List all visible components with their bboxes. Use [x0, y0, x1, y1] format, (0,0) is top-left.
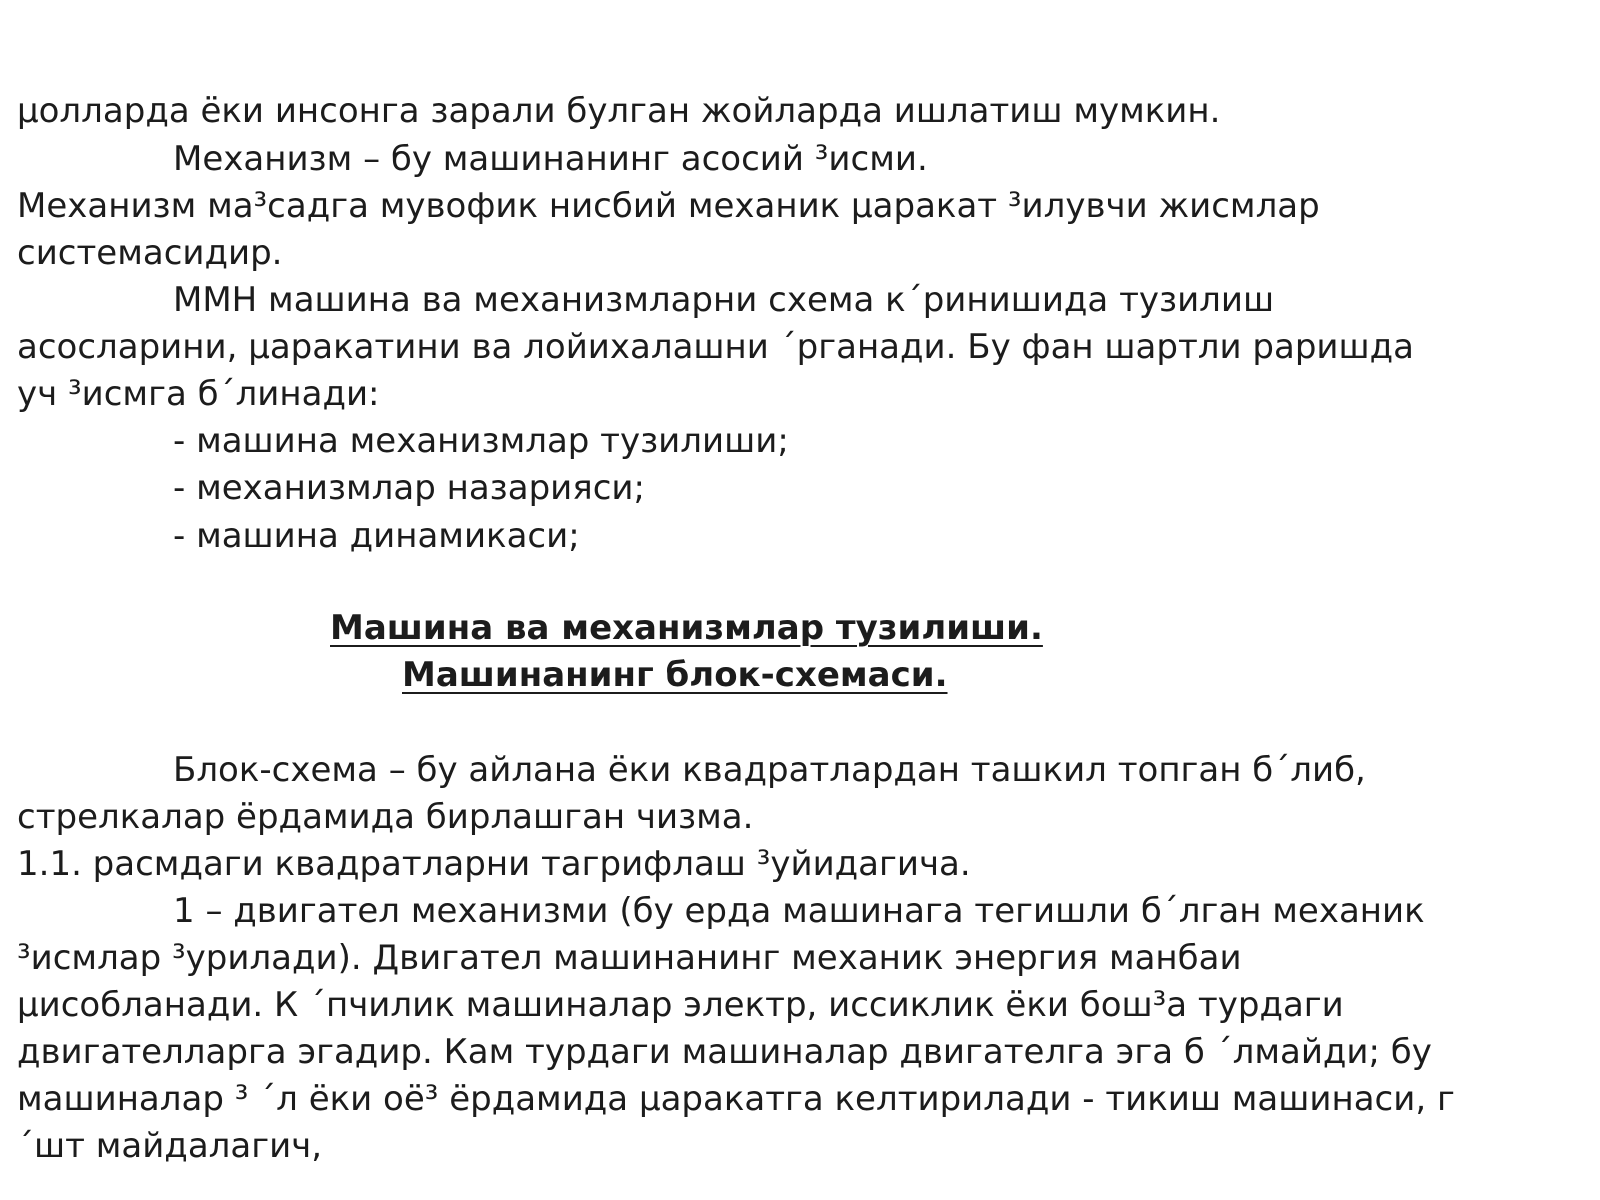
text-line: ´шт майдалагич, — [17, 1126, 323, 1166]
text-line: µолларда ёки инсонга зарали булган жойларда ишлатиш мумкин. — [17, 91, 1221, 131]
text-line: Механизм – бу машинанинг асосий ³исми. — [173, 139, 928, 179]
section-heading-line-1: Машина ва механизмлар тузилиши. — [330, 608, 1043, 648]
text-line: двигателларга эгадир. Кам турдаги машиналар двигателга эга б ´лмайди; бу — [17, 1032, 1432, 1072]
text-line: 1.1. расмдаги квадратларни тагрифлаш ³уйидагича. — [17, 844, 971, 884]
text-line: стрелкалар ёрдамида бирлашган чизма. — [17, 797, 754, 837]
text-line: машиналар ³ ´л ёки оё³ ёрдамида µаракатга келтирилади - тикиш машинаси, г — [17, 1079, 1455, 1119]
text-line: Механизм ма³садга мувофик нисбий механик µаракат ³илувчи жисмлар — [17, 186, 1320, 226]
list-item: - механизмлар назарияси; — [173, 468, 645, 508]
text-line: 1 – двигател механизми (бу ерда машинага тегишли б´лган механик — [173, 891, 1425, 931]
list-item: - машина динамикаси; — [173, 516, 580, 556]
text-line: асосларини, µаракатини ва лойихалашни ´рганади. Бу фан шартли раришда — [17, 327, 1414, 367]
text-line: системасидир. — [17, 233, 283, 273]
text-line: уч ³исмга б´линади: — [17, 374, 380, 414]
list-item: - машина механизмлар тузилиши; — [173, 421, 789, 461]
section-heading-line-2: Машинанинг блок-схемаси. — [402, 655, 948, 695]
text-line: ³исмлар ³урилади). Двигател машинанинг механик энергия манбаи — [17, 938, 1242, 978]
text-line: µисобланади. К ´пчилик машиналар электр, иссиклик ёки бош³а турдаги — [17, 985, 1344, 1025]
text-line: ММН машина ва механизмларни схема к´ринишида тузилиш — [173, 280, 1275, 320]
text-line: Блок-схема – бу айлана ёки квадратлардан ташкил топган б´либ, — [173, 750, 1366, 790]
